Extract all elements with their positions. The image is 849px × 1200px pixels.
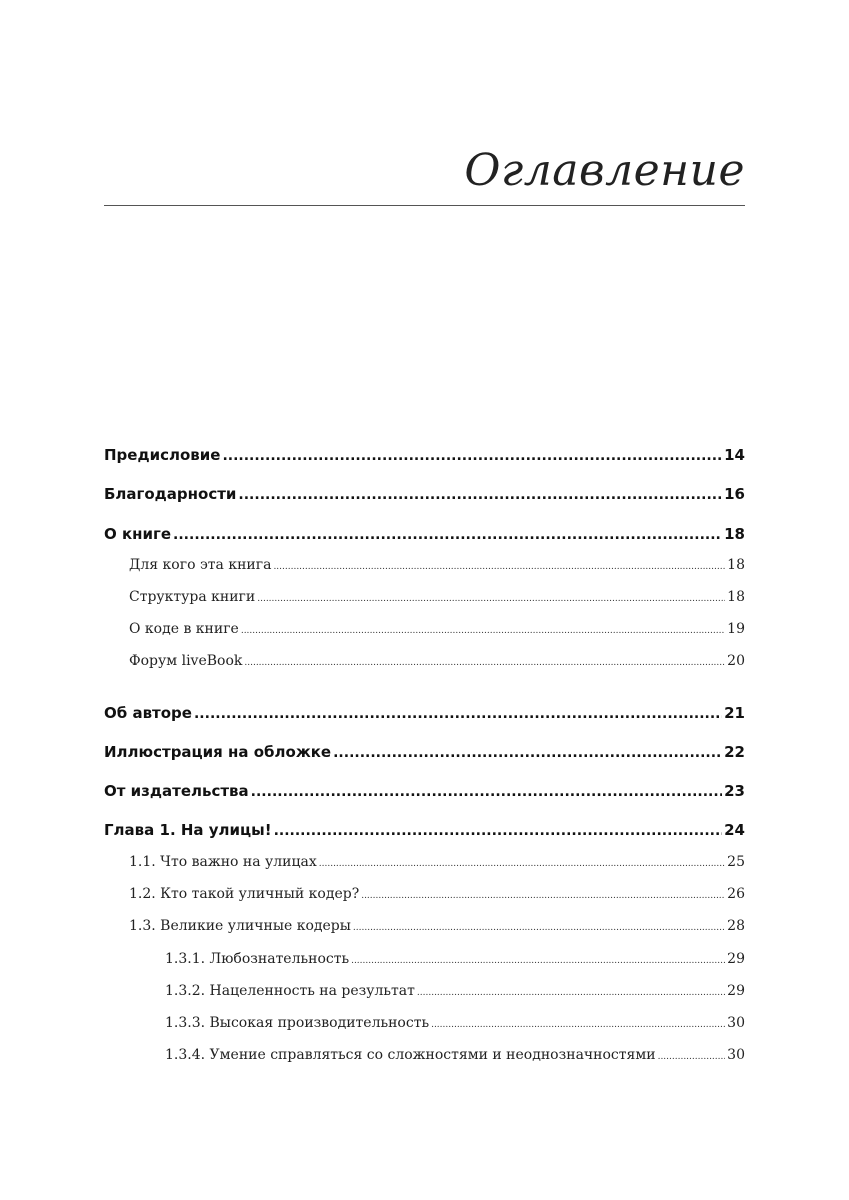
page-title: Оглавление: [464, 145, 745, 196]
toc-leader-dots: [361, 891, 725, 901]
toc-entry-audience[interactable]: [129, 557, 745, 581]
toc-leader-dots: [238, 487, 722, 503]
toc-page-number: 18: [727, 589, 745, 605]
toc-entry-label: 1.2. Кто такой уличный кодер?: [129, 886, 360, 902]
toc-entry-label: Глава 1. На улицы!: [104, 821, 272, 839]
toc-entry-label: 1.3.3. Высокая производительность: [165, 1015, 430, 1031]
toc-entry-structure[interactable]: [129, 589, 745, 613]
toc-entry-label: 1.3. Великие уличные кодеры: [129, 918, 351, 934]
toc-page-number: 22: [724, 743, 745, 761]
toc-entry-section-1-3-2[interactable]: [165, 983, 745, 1007]
toc-page-number: 19: [727, 621, 745, 637]
toc-entry-preface[interactable]: [104, 446, 745, 470]
toc-leader-dots: [333, 745, 722, 761]
toc-page-number: 25: [727, 854, 745, 870]
toc-entry-section-1-3[interactable]: [129, 918, 745, 942]
toc-entry-label: От издательства: [104, 782, 249, 800]
toc-entry-label: Форум liveBook: [129, 653, 243, 669]
toc-entry-about-book[interactable]: [104, 525, 745, 549]
toc-leader-dots: [194, 706, 722, 722]
toc-entry-label: 1.3.4. Умение справляться со сложностями и неоднозначностями: [165, 1047, 656, 1063]
toc-entry-chapter-1[interactable]: [104, 821, 745, 845]
toc-page-number: 18: [727, 557, 745, 573]
toc-entry-acknowledgements[interactable]: [104, 485, 745, 509]
toc-page-number: 30: [727, 1047, 745, 1063]
toc-page-number: 29: [727, 983, 745, 999]
table-of-contents: [104, 0, 745, 1200]
toc-leader-dots: [351, 956, 725, 966]
toc-entry-section-1-2[interactable]: [129, 886, 745, 910]
toc-page-number: 23: [724, 782, 745, 800]
toc-entry-label: Структура книги: [129, 589, 256, 605]
toc-leader-dots: [417, 988, 725, 998]
toc-entry-label: 1.3.1. Любознательность: [165, 951, 350, 967]
toc-entry-label: О коде в книге: [129, 621, 239, 637]
toc-leader-dots: [241, 626, 725, 636]
toc-entry-label: О книге: [104, 525, 172, 543]
toc-entry-label: Предисловие: [104, 446, 221, 464]
toc-leader-dots: [222, 448, 722, 464]
toc-entry-section-1-1[interactable]: [129, 854, 745, 878]
toc-entry-section-1-3-3[interactable]: [165, 1015, 745, 1039]
toc-entry-forum[interactable]: [129, 653, 745, 677]
toc-page-number: 20: [727, 653, 745, 669]
toc-page-number: 29: [727, 951, 745, 967]
toc-page-number: 14: [724, 446, 745, 464]
toc-leader-dots: [257, 594, 725, 604]
toc-leader-dots: [319, 859, 725, 869]
toc-leader-dots: [251, 784, 722, 800]
toc-entry-label: 1.1. Что важно на улицах: [129, 854, 317, 870]
toc-entry-cover-illustration[interactable]: [104, 743, 745, 767]
toc-entry-label: Об авторе: [104, 704, 192, 722]
toc-entry-section-1-3-1[interactable]: [165, 951, 745, 975]
toc-leader-dots: [431, 1020, 725, 1030]
toc-leader-dots: [244, 658, 725, 668]
toc-leader-dots: [658, 1052, 726, 1062]
toc-page-number: 26: [727, 886, 745, 902]
toc-page-number: 18: [724, 525, 745, 543]
toc-page-number: 30: [727, 1015, 745, 1031]
toc-leader-dots: [353, 923, 725, 933]
toc-entry-code[interactable]: [129, 621, 745, 645]
toc-entry-section-1-3-4[interactable]: [165, 1047, 745, 1071]
toc-entry-label: Благодарности: [104, 485, 237, 503]
toc-entry-author[interactable]: [104, 704, 745, 728]
toc-entry-label: Для кого эта книга: [129, 557, 272, 573]
toc-entry-label: 1.3.2. Нацеленность на результат: [165, 983, 415, 999]
toc-entry-label: Иллюстрация на обложке: [104, 743, 332, 761]
toc-page-number: 24: [724, 821, 745, 839]
toc-page-number: 28: [727, 918, 745, 934]
toc-leader-dots: [274, 823, 723, 839]
toc-page-number: 21: [724, 704, 745, 722]
toc-page-number: 16: [724, 485, 745, 503]
toc-leader-dots: [273, 562, 725, 572]
toc-leader-dots: [173, 527, 722, 543]
toc-entry-publisher[interactable]: [104, 782, 745, 806]
